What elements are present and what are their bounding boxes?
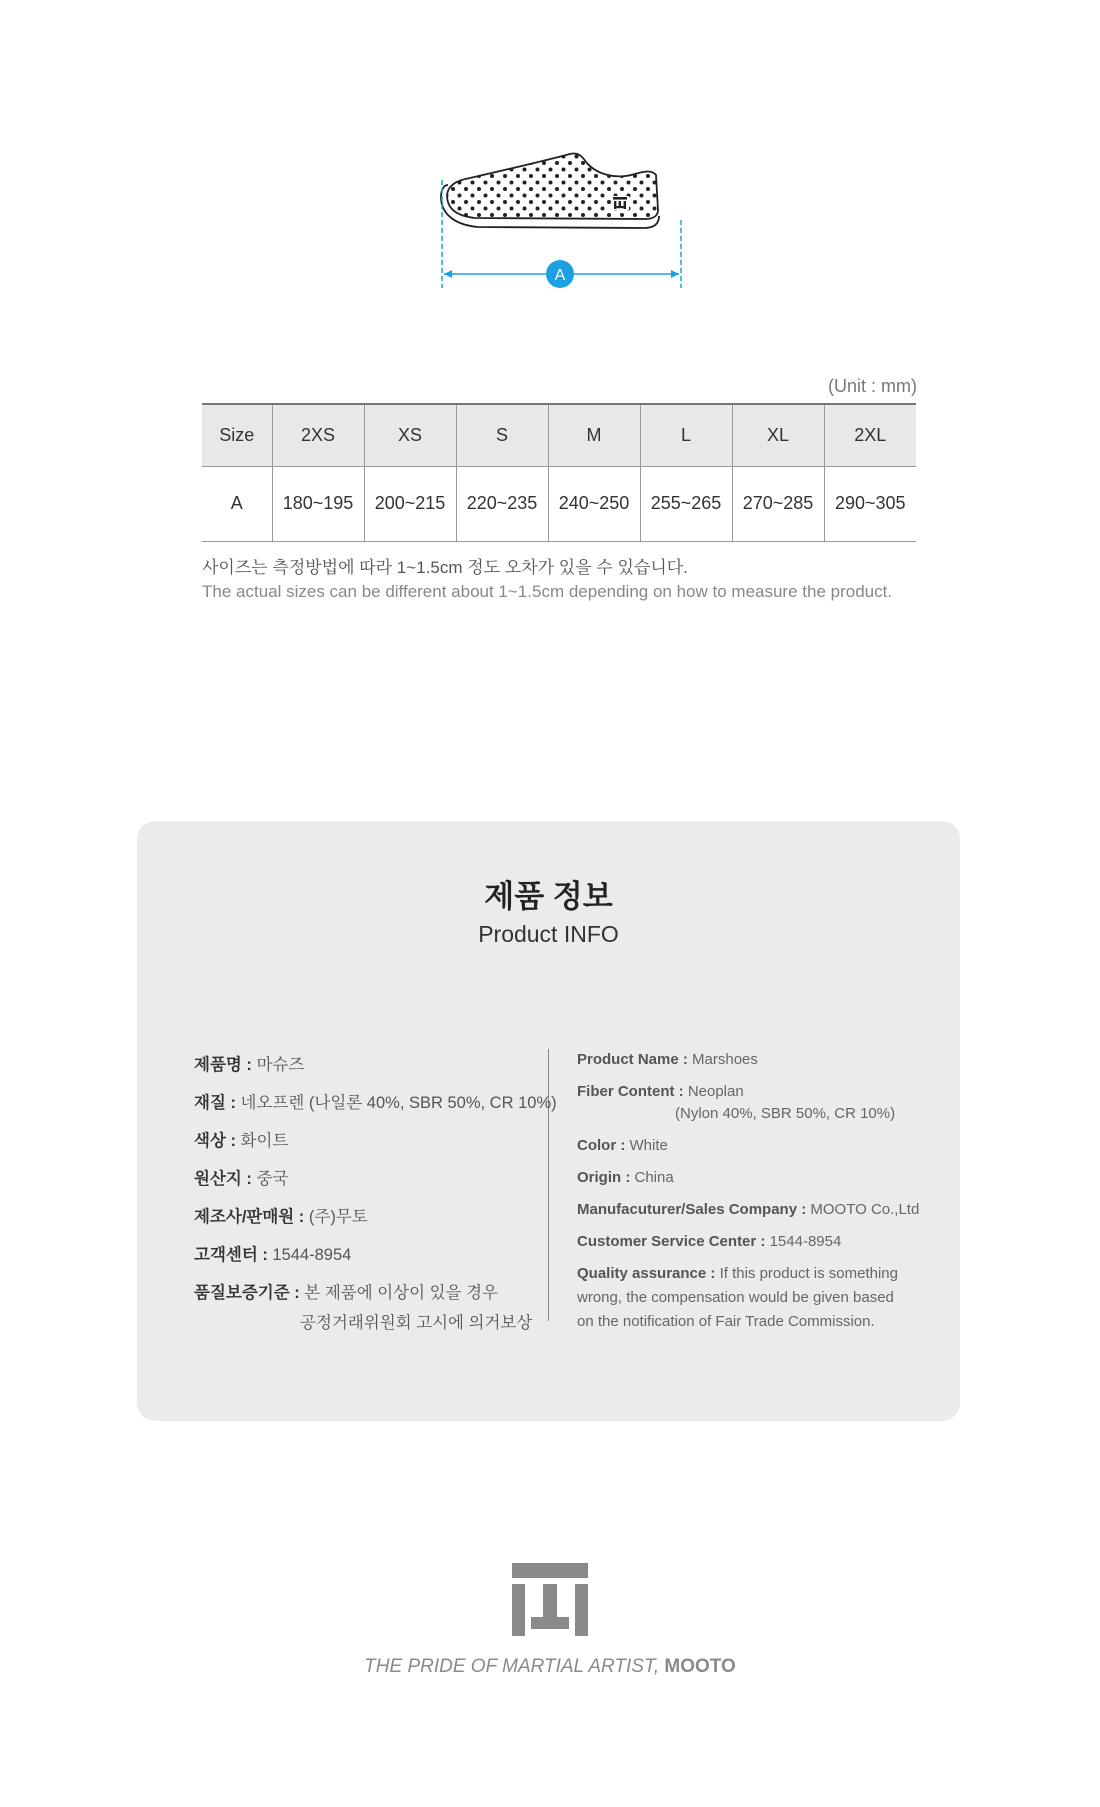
product-info-title-english: Product INFO xyxy=(478,921,619,947)
table-cell: 220~235 xyxy=(456,466,548,541)
table-cell: 290~305 xyxy=(824,466,916,541)
header-cell: XL xyxy=(732,404,824,466)
info-value: 화이트 xyxy=(235,1132,289,1150)
info-row-en-quality-line2: wrong, the compensation would be given based xyxy=(577,1289,894,1306)
info-row-ko-product-name xyxy=(194,1051,304,1075)
header-cell: XS xyxy=(364,404,456,466)
info-row-en-fiber-continuation: (Nylon 40%, SBR 50%, CR 10%) xyxy=(675,1105,896,1122)
size-table-header-row xyxy=(202,404,916,466)
info-value: If this product is something xyxy=(715,1265,898,1282)
info-row-en-quality-line3: on the notification of Fair Trade Commission. xyxy=(577,1313,875,1330)
mooto-logo-icon xyxy=(512,1563,588,1636)
footer-tagline xyxy=(0,1656,1100,1678)
info-key: Color : xyxy=(577,1137,626,1154)
table-cell: 255~265 xyxy=(640,466,732,541)
info-value: 1544-8954 xyxy=(765,1233,842,1250)
info-value: (주)무토 xyxy=(304,1208,368,1226)
table-cell: A xyxy=(202,466,272,541)
product-info-panel xyxy=(137,821,960,1421)
info-row-ko-customer-center xyxy=(194,1241,351,1265)
info-value: 본 제품에 이상이 있을 경우 xyxy=(299,1284,498,1302)
info-key: 재질 : xyxy=(194,1094,236,1112)
size-table xyxy=(202,403,916,542)
table-row xyxy=(202,466,916,541)
header-cell: 2XL xyxy=(824,404,916,466)
info-key: Fiber Content : xyxy=(577,1083,684,1100)
info-row-ko-manufacturer xyxy=(194,1203,368,1227)
info-row-en-product-name xyxy=(577,1051,758,1068)
info-key: 제품명 : xyxy=(194,1056,252,1074)
dimension-marker-label: A xyxy=(554,267,566,284)
info-value: 네오프렌 (나일론 40%, SBR 50%, CR 10%) xyxy=(235,1094,557,1112)
info-value: White xyxy=(625,1137,668,1154)
info-row-ko-material xyxy=(194,1089,557,1113)
header-cell: L xyxy=(640,404,732,466)
info-value: 1544-8954 xyxy=(267,1246,352,1264)
info-value: China xyxy=(630,1169,674,1186)
info-row-en-quality xyxy=(577,1265,898,1282)
unit-label: (Unit : mm) xyxy=(828,376,917,396)
info-key: Quality assurance : xyxy=(577,1265,716,1282)
info-row-en-fiber-content xyxy=(577,1083,744,1100)
measurement-note-english: The actual sizes can be different about 1~1.5cm depending on how to measure the product. xyxy=(202,582,893,601)
dimension-arrow-left xyxy=(444,270,452,278)
info-key: 제조사/판매원 : xyxy=(194,1208,305,1226)
info-row-en-customer-center xyxy=(577,1233,841,1250)
info-row-ko-origin xyxy=(194,1165,288,1189)
info-value: MOOTO Co.,Ltd xyxy=(806,1201,920,1218)
header-cell: S xyxy=(456,404,548,466)
header-cell: 2XS xyxy=(272,404,364,466)
shoe-size-illustration xyxy=(430,140,710,300)
info-key: 고객센터 : xyxy=(194,1246,268,1264)
info-row-en-origin xyxy=(577,1169,674,1186)
info-key: Product Name : xyxy=(577,1051,688,1068)
info-row-ko-quality xyxy=(194,1279,498,1303)
info-key: Origin : xyxy=(577,1169,631,1186)
tagline-text: THE PRIDE OF MARTIAL ARTIST, xyxy=(364,1656,660,1677)
info-value: 마슈즈 xyxy=(251,1056,305,1074)
table-cell: 180~195 xyxy=(272,466,364,541)
info-row-en-color xyxy=(577,1137,668,1154)
header-cell: M xyxy=(548,404,640,466)
table-cell: 270~285 xyxy=(732,466,824,541)
info-key: 색상 : xyxy=(194,1132,236,1150)
mooto-logo-icon xyxy=(613,197,627,209)
table-cell: 200~215 xyxy=(364,466,456,541)
brand-name: MOOTO xyxy=(664,1656,736,1677)
info-row-ko-quality-continuation: 공정거래위원회 고시에 의거보상 xyxy=(300,1314,533,1332)
info-key: Manufacuturer/Sales Company : xyxy=(577,1201,807,1218)
info-key: 품질보증기준 : xyxy=(194,1284,300,1302)
dimension-arrow-right xyxy=(671,270,679,278)
info-key: Customer Service Center : xyxy=(577,1233,766,1250)
header-cell: Size xyxy=(202,404,272,466)
info-key: 원산지 : xyxy=(194,1170,252,1188)
info-row-ko-color xyxy=(194,1127,288,1151)
measurement-note-korean: 사이즈는 측정방법에 따라 1~1.5cm 정도 오차가 있을 수 있습니다. xyxy=(202,558,688,577)
table-cell: 240~250 xyxy=(548,466,640,541)
info-value: 중국 xyxy=(251,1170,289,1188)
shoe-icon xyxy=(441,153,659,228)
info-row-en-manufacturer xyxy=(577,1201,919,1218)
product-info-title-korean: 제품 정보 xyxy=(484,879,613,914)
info-value: Marshoes xyxy=(687,1051,758,1068)
info-value: Neoplan xyxy=(683,1083,744,1100)
